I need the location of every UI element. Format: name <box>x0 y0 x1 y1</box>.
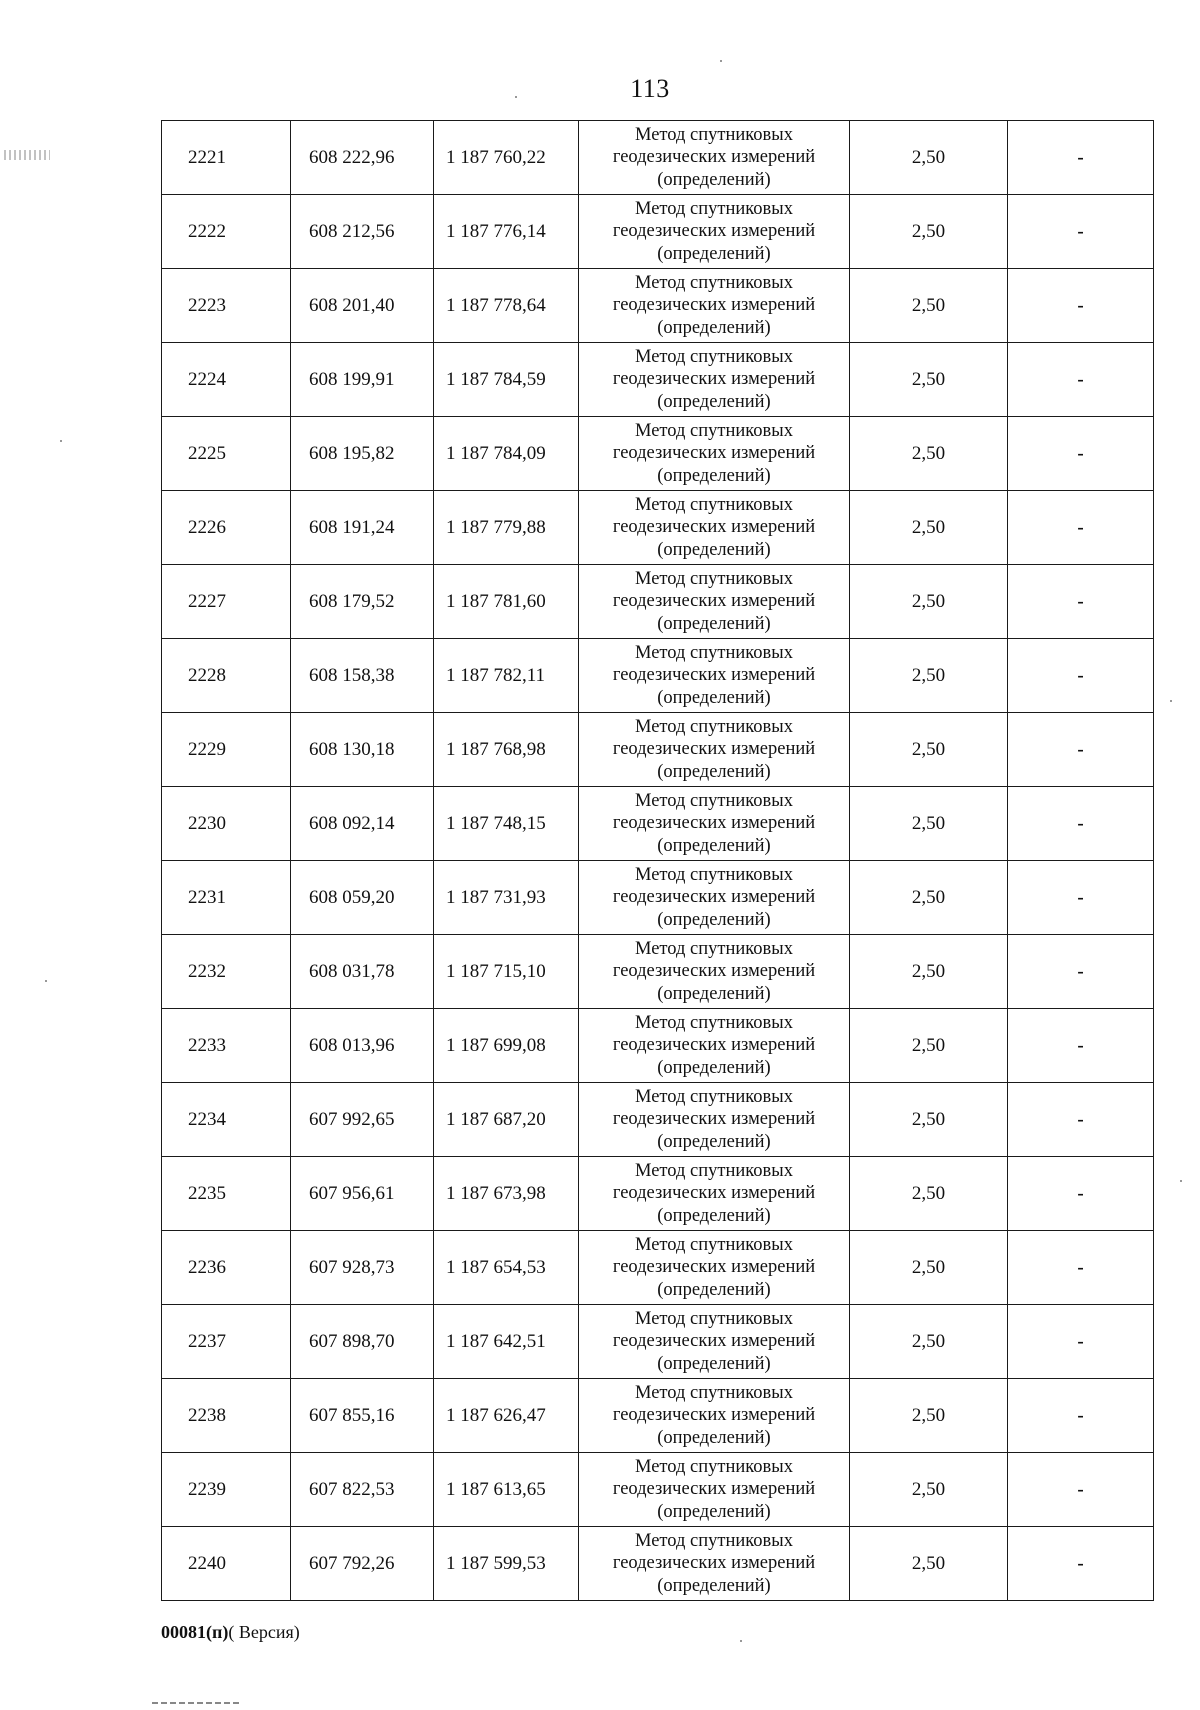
method-line-1: Метод спутниковых <box>635 1234 793 1255</box>
point-number-cell: 2238 <box>162 1379 291 1453</box>
method-line-1: Метод спутниковых <box>635 1530 793 1551</box>
y-coordinate-cell: 1 187 715,10 <box>434 935 579 1009</box>
y-coordinate-cell: 1 187 784,09 <box>434 417 579 491</box>
method-line-2: геодезических измерений <box>612 1257 816 1278</box>
point-number-cell: 2222 <box>162 195 291 269</box>
method-line-3: (определений) <box>657 317 771 338</box>
accuracy-cell: 2,50 <box>850 1305 1008 1379</box>
accuracy-cell: 2,50 <box>850 417 1008 491</box>
method-cell <box>579 565 850 639</box>
accuracy-cell: 2,50 <box>850 343 1008 417</box>
point-number-cell: 2226 <box>162 491 291 565</box>
method-line-3: (определений) <box>657 835 771 856</box>
table-body <box>162 121 1154 1601</box>
point-number-cell: 2232 <box>162 935 291 1009</box>
accuracy-cell: 2,50 <box>850 121 1008 195</box>
method-line-3: (определений) <box>657 761 771 782</box>
method-cell <box>579 639 850 713</box>
method-line-1: Метод спутниковых <box>635 642 793 663</box>
method-line-1: Метод спутниковых <box>635 1456 793 1477</box>
table-row <box>162 1009 1154 1083</box>
note-cell: - <box>1008 1083 1154 1157</box>
x-coordinate-cell: 608 199,91 <box>291 343 434 417</box>
method-line-2: геодезических измерений <box>612 369 816 390</box>
x-coordinate-cell: 608 195,82 <box>291 417 434 491</box>
method-line-3: (определений) <box>657 243 771 264</box>
y-coordinate-cell: 1 187 731,93 <box>434 861 579 935</box>
method-line-2: геодезических измерений <box>612 887 816 908</box>
note-cell: - <box>1008 195 1154 269</box>
y-coordinate-cell: 1 187 779,88 <box>434 491 579 565</box>
point-number-cell: 2239 <box>162 1453 291 1527</box>
method-line-1: Метод спутниковых <box>635 494 793 515</box>
table-row <box>162 343 1154 417</box>
coordinates-table <box>161 120 1154 1601</box>
accuracy-cell: 2,50 <box>850 787 1008 861</box>
point-number-cell: 2223 <box>162 269 291 343</box>
point-number-cell: 2225 <box>162 417 291 491</box>
method-line-3: (определений) <box>657 1057 771 1078</box>
document-code: 00081(п) <box>161 1622 229 1642</box>
method-line-1: Метод спутниковых <box>635 420 793 441</box>
note-cell: - <box>1008 787 1154 861</box>
method-line-3: (определений) <box>657 1205 771 1226</box>
method-line-2: геодезических измерений <box>612 665 816 686</box>
y-coordinate-cell: 1 187 776,14 <box>434 195 579 269</box>
scan-speck <box>720 60 722 62</box>
method-cell <box>579 1231 850 1305</box>
method-line-3: (определений) <box>657 1353 771 1374</box>
accuracy-cell: 2,50 <box>850 565 1008 639</box>
accuracy-cell: 2,50 <box>850 1231 1008 1305</box>
point-number-cell: 2221 <box>162 121 291 195</box>
method-cell <box>579 491 850 565</box>
method-line-1: Метод спутниковых <box>635 790 793 811</box>
table-row <box>162 1231 1154 1305</box>
method-line-2: геодезических измерений <box>612 961 816 982</box>
y-coordinate-cell: 1 187 654,53 <box>434 1231 579 1305</box>
y-coordinate-cell: 1 187 760,22 <box>434 121 579 195</box>
accuracy-cell: 2,50 <box>850 1527 1008 1601</box>
x-coordinate-cell: 608 013,96 <box>291 1009 434 1083</box>
table-row <box>162 639 1154 713</box>
note-cell: - <box>1008 713 1154 787</box>
x-coordinate-cell: 608 031,78 <box>291 935 434 1009</box>
method-line-2: геодезических измерений <box>612 591 816 612</box>
method-line-1: Метод спутниковых <box>635 1382 793 1403</box>
point-number-cell: 2230 <box>162 787 291 861</box>
accuracy-cell: 2,50 <box>850 639 1008 713</box>
x-coordinate-cell: 608 212,56 <box>291 195 434 269</box>
method-cell <box>579 1379 850 1453</box>
method-line-3: (определений) <box>657 983 771 1004</box>
table-row <box>162 1527 1154 1601</box>
method-line-1: Метод спутниковых <box>635 272 793 293</box>
y-coordinate-cell: 1 187 673,98 <box>434 1157 579 1231</box>
x-coordinate-cell: 607 792,26 <box>291 1527 434 1601</box>
note-cell: - <box>1008 1009 1154 1083</box>
y-coordinate-cell: 1 187 642,51 <box>434 1305 579 1379</box>
note-cell: - <box>1008 639 1154 713</box>
note-cell: - <box>1008 121 1154 195</box>
note-cell: - <box>1008 1231 1154 1305</box>
y-coordinate-cell: 1 187 784,59 <box>434 343 579 417</box>
note-cell: - <box>1008 1453 1154 1527</box>
table-row <box>162 935 1154 1009</box>
method-cell <box>579 1009 850 1083</box>
point-number-cell: 2240 <box>162 1527 291 1601</box>
method-line-2: геодезических измерений <box>612 813 816 834</box>
note-cell: - <box>1008 1157 1154 1231</box>
method-cell <box>579 1527 850 1601</box>
y-coordinate-cell: 1 187 748,15 <box>434 787 579 861</box>
accuracy-cell: 2,50 <box>850 1083 1008 1157</box>
point-number-cell: 2227 <box>162 565 291 639</box>
y-coordinate-cell: 1 187 781,60 <box>434 565 579 639</box>
x-coordinate-cell: 607 822,53 <box>291 1453 434 1527</box>
table-row <box>162 1379 1154 1453</box>
method-line-2: геодезических измерений <box>612 443 816 464</box>
method-line-2: геодезических измерений <box>612 1405 816 1426</box>
table-row <box>162 491 1154 565</box>
note-cell: - <box>1008 491 1154 565</box>
method-cell <box>579 417 850 491</box>
note-cell: - <box>1008 565 1154 639</box>
method-line-1: Метод спутниковых <box>635 124 793 145</box>
scan-speck <box>60 440 62 442</box>
note-cell: - <box>1008 417 1154 491</box>
method-cell <box>579 1305 850 1379</box>
method-line-3: (определений) <box>657 613 771 634</box>
method-line-1: Метод спутниковых <box>635 1308 793 1329</box>
method-cell <box>579 1083 850 1157</box>
method-line-2: геодезических измерений <box>612 1553 816 1574</box>
note-cell: - <box>1008 1527 1154 1601</box>
x-coordinate-cell: 608 059,20 <box>291 861 434 935</box>
scan-speck <box>1170 700 1172 702</box>
accuracy-cell: 2,50 <box>850 491 1008 565</box>
method-line-3: (определений) <box>657 1131 771 1152</box>
y-coordinate-cell: 1 187 613,65 <box>434 1453 579 1527</box>
x-coordinate-cell: 607 992,65 <box>291 1083 434 1157</box>
method-line-2: геодезических измерений <box>612 1109 816 1130</box>
x-coordinate-cell: 607 898,70 <box>291 1305 434 1379</box>
x-coordinate-cell: 608 092,14 <box>291 787 434 861</box>
method-line-3: (определений) <box>657 1427 771 1448</box>
method-line-3: (определений) <box>657 1575 771 1596</box>
table-row <box>162 195 1154 269</box>
x-coordinate-cell: 607 928,73 <box>291 1231 434 1305</box>
method-line-3: (определений) <box>657 465 771 486</box>
note-cell: - <box>1008 269 1154 343</box>
x-coordinate-cell: 608 191,24 <box>291 491 434 565</box>
x-coordinate-cell: 607 956,61 <box>291 1157 434 1231</box>
scan-speck <box>1180 1180 1182 1182</box>
accuracy-cell: 2,50 <box>850 1009 1008 1083</box>
table-row <box>162 417 1154 491</box>
page-number: 113 <box>630 74 670 103</box>
method-line-1: Метод спутниковых <box>635 938 793 959</box>
method-cell <box>579 1453 850 1527</box>
point-number-cell: 2233 <box>162 1009 291 1083</box>
method-line-1: Метод спутниковых <box>635 346 793 367</box>
table-row <box>162 861 1154 935</box>
method-line-3: (определений) <box>657 391 771 412</box>
y-coordinate-cell: 1 187 699,08 <box>434 1009 579 1083</box>
scan-speck <box>740 1640 742 1642</box>
method-line-1: Метод спутниковых <box>635 1160 793 1181</box>
method-cell <box>579 935 850 1009</box>
note-cell: - <box>1008 935 1154 1009</box>
method-line-1: Метод спутниковых <box>635 716 793 737</box>
table-row <box>162 1157 1154 1231</box>
method-line-2: геодезических измерений <box>612 147 816 168</box>
y-coordinate-cell: 1 187 599,53 <box>434 1527 579 1601</box>
point-number-cell: 2224 <box>162 343 291 417</box>
x-coordinate-cell: 608 158,38 <box>291 639 434 713</box>
point-number-cell: 2229 <box>162 713 291 787</box>
table-row <box>162 1083 1154 1157</box>
method-line-1: Метод спутниковых <box>635 198 793 219</box>
y-coordinate-cell: 1 187 626,47 <box>434 1379 579 1453</box>
method-line-1: Метод спутниковых <box>635 1086 793 1107</box>
method-cell <box>579 343 850 417</box>
scan-artifact-bottom <box>152 1702 242 1704</box>
method-line-3: (определений) <box>657 1501 771 1522</box>
y-coordinate-cell: 1 187 687,20 <box>434 1083 579 1157</box>
note-cell: - <box>1008 343 1154 417</box>
accuracy-cell: 2,50 <box>850 713 1008 787</box>
x-coordinate-cell: 608 130,18 <box>291 713 434 787</box>
point-number-cell: 2235 <box>162 1157 291 1231</box>
document-footer <box>161 1622 300 1643</box>
method-cell <box>579 269 850 343</box>
method-cell <box>579 1157 850 1231</box>
accuracy-cell: 2,50 <box>850 935 1008 1009</box>
document-version: ( Версия) <box>228 1622 300 1642</box>
method-line-3: (определений) <box>657 909 771 930</box>
method-cell <box>579 787 850 861</box>
table-row <box>162 713 1154 787</box>
method-line-2: геодезических измерений <box>612 1331 816 1352</box>
x-coordinate-cell: 607 855,16 <box>291 1379 434 1453</box>
method-line-1: Метод спутниковых <box>635 1012 793 1033</box>
scan-speck <box>515 96 517 98</box>
method-line-2: геодезических измерений <box>612 295 816 316</box>
method-line-1: Метод спутниковых <box>635 568 793 589</box>
method-cell <box>579 861 850 935</box>
y-coordinate-cell: 1 187 782,11 <box>434 639 579 713</box>
method-line-3: (определений) <box>657 687 771 708</box>
method-line-2: геодезических измерений <box>612 1479 816 1500</box>
point-number-cell: 2228 <box>162 639 291 713</box>
table-row <box>162 1453 1154 1527</box>
point-number-cell: 2237 <box>162 1305 291 1379</box>
method-line-2: геодезических измерений <box>612 739 816 760</box>
method-line-1: Метод спутниковых <box>635 864 793 885</box>
method-line-2: геодезических измерений <box>612 1035 816 1056</box>
method-line-3: (определений) <box>657 169 771 190</box>
method-cell <box>579 195 850 269</box>
method-line-2: геодезических измерений <box>612 517 816 538</box>
y-coordinate-cell: 1 187 768,98 <box>434 713 579 787</box>
scan-artifact <box>4 150 50 160</box>
x-coordinate-cell: 608 201,40 <box>291 269 434 343</box>
y-coordinate-cell: 1 187 778,64 <box>434 269 579 343</box>
scan-speck <box>45 980 47 982</box>
point-number-cell: 2234 <box>162 1083 291 1157</box>
method-cell <box>579 713 850 787</box>
method-line-3: (определений) <box>657 539 771 560</box>
accuracy-cell: 2,50 <box>850 1453 1008 1527</box>
accuracy-cell: 2,50 <box>850 195 1008 269</box>
x-coordinate-cell: 608 179,52 <box>291 565 434 639</box>
table-row <box>162 787 1154 861</box>
note-cell: - <box>1008 1379 1154 1453</box>
method-line-3: (определений) <box>657 1279 771 1300</box>
note-cell: - <box>1008 861 1154 935</box>
method-line-2: геодезических измерений <box>612 1183 816 1204</box>
accuracy-cell: 2,50 <box>850 1157 1008 1231</box>
point-number-cell: 2236 <box>162 1231 291 1305</box>
x-coordinate-cell: 608 222,96 <box>291 121 434 195</box>
table-row <box>162 269 1154 343</box>
accuracy-cell: 2,50 <box>850 861 1008 935</box>
accuracy-cell: 2,50 <box>850 269 1008 343</box>
table-row <box>162 1305 1154 1379</box>
point-number-cell: 2231 <box>162 861 291 935</box>
note-cell: - <box>1008 1305 1154 1379</box>
method-cell <box>579 121 850 195</box>
table-row <box>162 565 1154 639</box>
method-line-2: геодезических измерений <box>612 221 816 242</box>
table-row <box>162 121 1154 195</box>
accuracy-cell: 2,50 <box>850 1379 1008 1453</box>
